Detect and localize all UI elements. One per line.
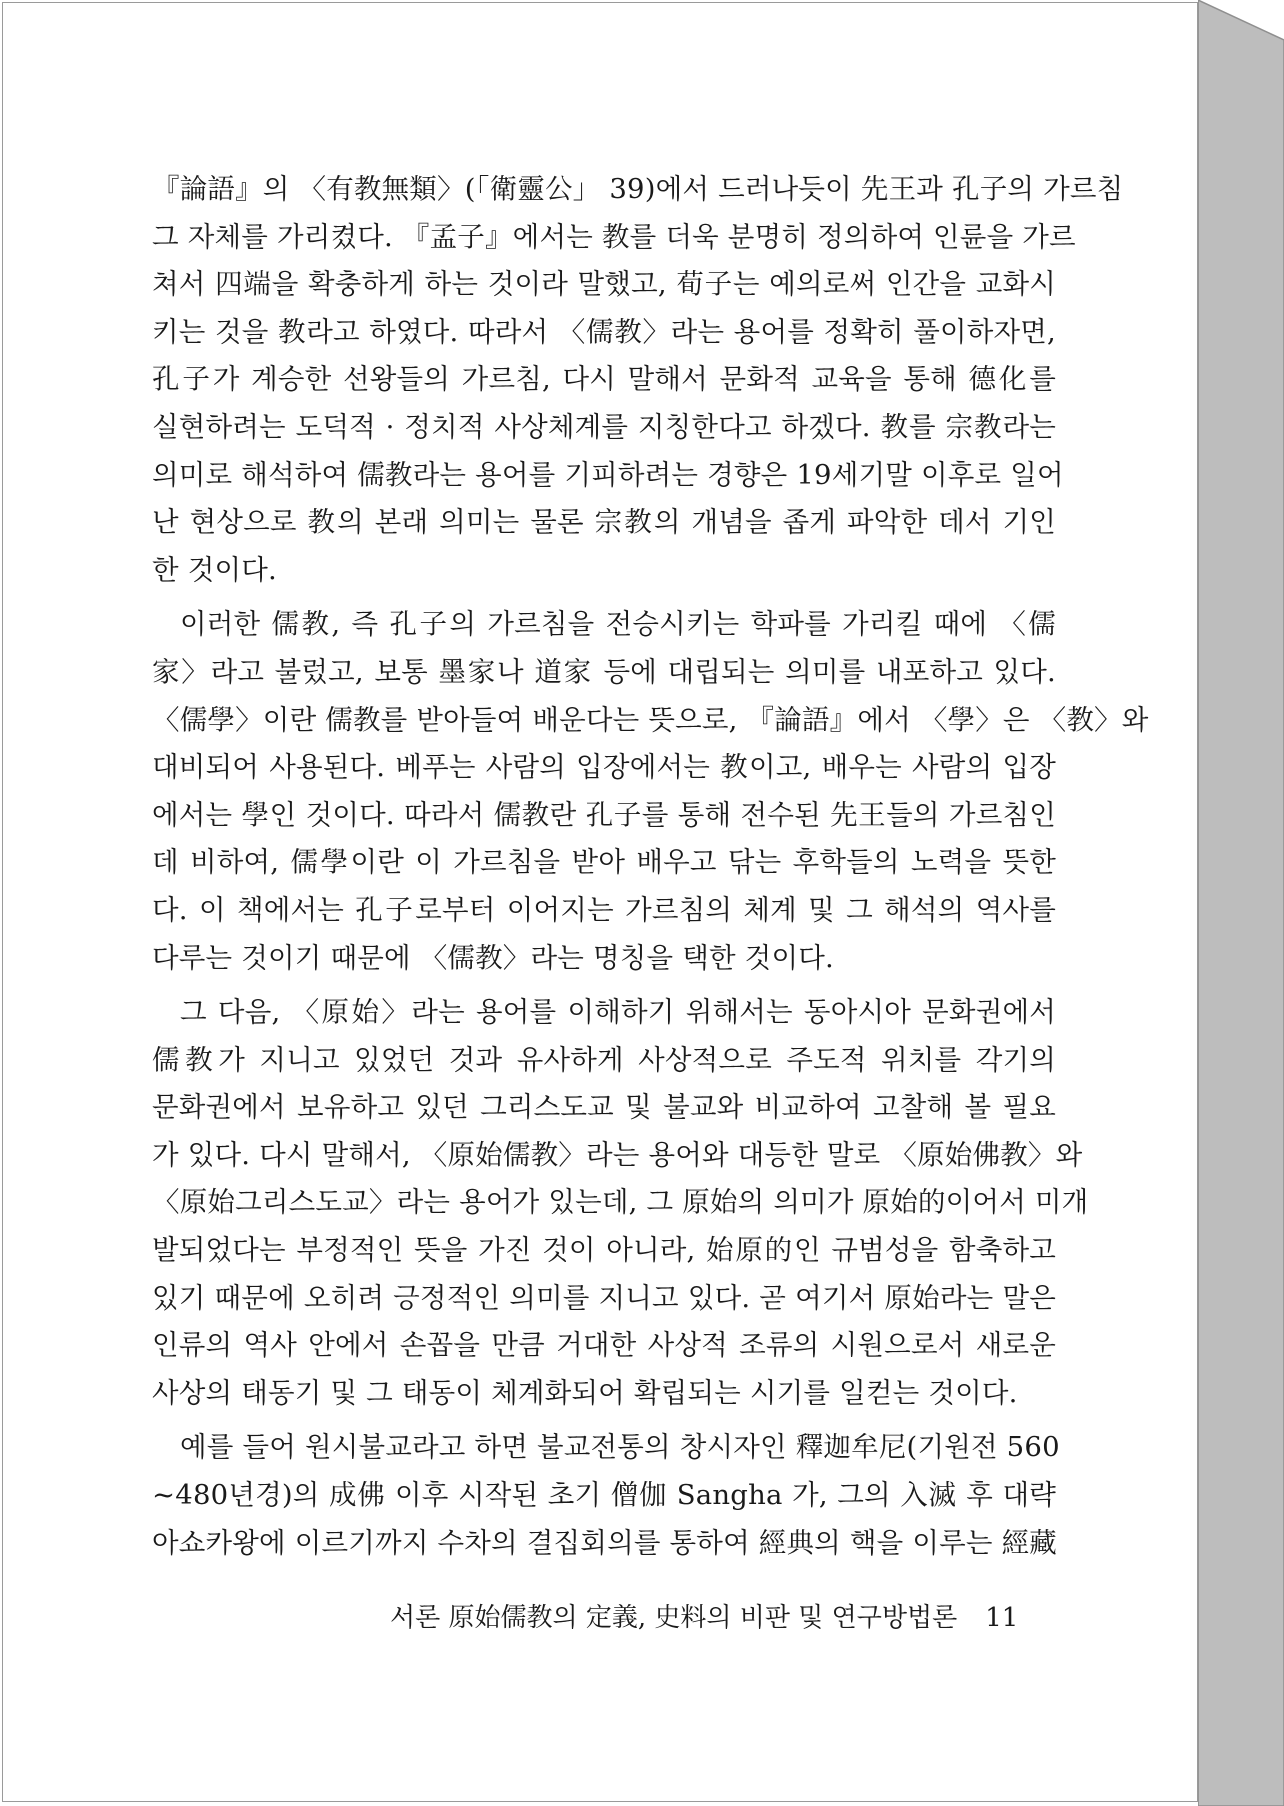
running-title: 서론 原始儒教의 定義, 史料의 비판 및 연구방법론 — [390, 1603, 958, 1633]
paragraph-gap — [152, 982, 1056, 989]
text-line: 『論語』의 〈有教無類〉(「衛靈公」 39)에서 드러나듯이 先王과 孔子의 가르침 — [152, 173, 1124, 205]
paragraph — [152, 989, 1089, 1417]
page-number: 11 — [985, 1603, 1019, 1633]
text-line: 家〉라고 불렀고, 보통 墨家나 道家 등에 대립되는 의미를 내포하고 있다. — [152, 655, 1056, 688]
text-line: 다. 이 책에서는 孔子로부터 이어지는 가르침의 체계 및 그 해석의 역사를 — [152, 893, 1056, 926]
text-line: 그 다음, 〈原始〉라는 용어를 이해하기 위해서는 동아시아 문화권에서 — [180, 996, 1056, 1029]
text-line: 실현하려는 도덕적 · 정치적 사상체계를 지칭한다고 하겠다. 教를 宗教라는 — [152, 410, 1056, 443]
text-line: 대비되어 사용된다. 베푸는 사람의 입장에서는 教이고, 배우는 사람의 입장 — [152, 751, 1056, 784]
text-line: 가 있다. 다시 말해서, 〈原始儒教〉라는 용어와 대등한 말로 〈原始佛教〉와 — [152, 1138, 1083, 1171]
text-line: 이러한 儒教, 즉 孔子의 가르침을 전승시키는 학파를 가리킬 때에 〈儒 — [180, 608, 1056, 641]
text-line: 〈儒學〉이란 儒教를 받아들여 배운다는 뜻으로, 『論語』에서 〈學〉은 〈教〉와 — [152, 703, 1149, 736]
text-line: 난 현상으로 教의 본래 의미는 물론 宗教의 개념을 좁게 파악한 데서 기인 — [152, 506, 1056, 539]
running-footer — [390, 1596, 1030, 1640]
paragraph-gap — [152, 594, 1056, 601]
text-line: 다루는 것이기 때문에 〈儒教〉라는 명칭을 택한 것이다. — [152, 941, 834, 974]
paragraph — [152, 601, 1149, 982]
text-line: 孔子가 계승한 선왕들의 가르침, 다시 말해서 문화적 교육을 통해 德化를 — [152, 363, 1056, 396]
text-line: 에서는 學인 것이다. 따라서 儒教란 孔子를 통해 전수된 先王들의 가르침인 — [152, 798, 1056, 831]
text-line: 키는 것을 教라고 하였다. 따라서 〈儒教〉라는 용어를 정확히 풀이하자면, — [152, 315, 1056, 348]
page-edge-shape — [1198, 0, 1284, 1806]
text-line: 〈原始그리스도교〉라는 용어가 있는데, 그 原始의 의미가 原始的이어서 미개 — [152, 1186, 1089, 1219]
body-text — [152, 166, 1149, 1567]
text-line: 쳐서 四端을 확충하게 하는 것이라 말했고, 荀子는 예의로써 인간을 교화시 — [152, 268, 1056, 301]
text-line: 있기 때문에 오히려 긍정적인 의미를 지니고 있다. 곧 여기서 原始라는 말은 — [152, 1281, 1056, 1314]
paragraph — [152, 1424, 1060, 1567]
text-line: 사상의 태동기 및 그 태동이 체계화되어 확립되는 시기를 일컫는 것이다. — [152, 1376, 1018, 1409]
text-line: 儒教가 지니고 있었던 것과 유사하게 사상적으로 주도적 위치를 각기의 — [152, 1043, 1056, 1076]
text-line: ~480년경)의 成佛 이후 시작된 초기 僧伽 Sangha 가, 그의 入滅 후 대략 — [152, 1479, 1056, 1512]
text-line: 발되었다는 부정적인 뜻을 가진 것이 아니라, 始原的인 규범성을 함축하고 — [152, 1234, 1056, 1267]
paragraph-gap — [152, 1417, 1056, 1424]
paragraph — [152, 166, 1124, 594]
text-line: 예를 들어 원시불교라고 하면 불교전통의 창시자인 釋迦牟尼(기원전 560 — [180, 1431, 1060, 1464]
text-line: 한 것이다. — [152, 553, 277, 586]
text-line: 인류의 역사 안에서 손꼽을 만큼 거대한 사상적 조류의 시원으로서 새로운 — [152, 1329, 1056, 1362]
text-line: 아쇼카왕에 이르기까지 수차의 결집회의를 통하여 經典의 핵을 이루는 經藏 — [152, 1526, 1057, 1559]
text-line: 의미로 해석하여 儒教라는 용어를 기피하려는 경향은 19세기말 이후로 일어 — [152, 458, 1064, 491]
text-line: 문화권에서 보유하고 있던 그리스도교 및 불교와 비교하여 고찰해 볼 필요 — [152, 1091, 1056, 1124]
text-line: 데 비하여, 儒學이란 이 가르침을 받아 배우고 닦는 후학들의 노력을 뜻한 — [152, 846, 1056, 879]
text-line: 그 자체를 가리켰다. 『孟子』에서는 教를 더욱 분명히 정의하여 인륜을 가르 — [152, 220, 1076, 253]
page-edge — [1198, 0, 1284, 1806]
